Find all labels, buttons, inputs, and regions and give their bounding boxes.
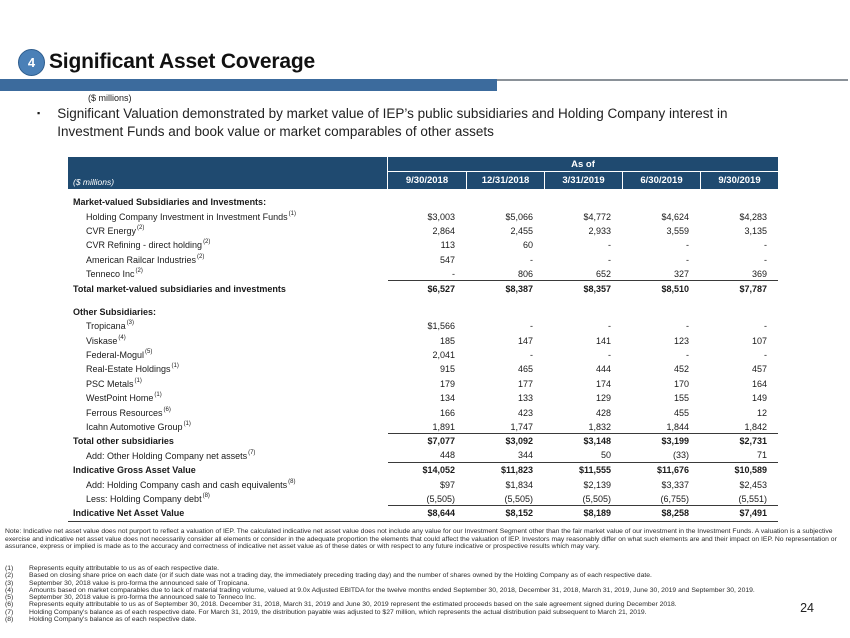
- cell-value: $11,676: [656, 465, 689, 476]
- table-row: [68, 267, 778, 281]
- table-row: [68, 434, 778, 448]
- table-row: [68, 391, 778, 405]
- cell-value: (6,755): [622, 492, 700, 506]
- cell-value: 1,832: [544, 420, 622, 434]
- cell-value: 344: [466, 449, 544, 463]
- cell-value: $7,077: [427, 436, 455, 447]
- cell-value: 50: [544, 449, 622, 463]
- row-label: American Railcar Industries (2): [86, 253, 205, 265]
- cell-value: -: [530, 254, 533, 265]
- table-row: [68, 477, 778, 491]
- cell-value: 164: [751, 378, 767, 389]
- cell-value: 806: [466, 267, 544, 281]
- cell-value: $5,066: [505, 211, 533, 222]
- cell-value: 915: [439, 364, 455, 375]
- cell-value: 369: [700, 267, 778, 281]
- row-label: Tenneco Inc (2): [86, 268, 143, 280]
- cell-value: 423: [517, 407, 533, 418]
- cell-value: 134: [439, 393, 455, 404]
- cell-value: (5,505): [544, 492, 622, 506]
- cell-value: 428: [595, 407, 611, 418]
- cell-value: -: [530, 321, 533, 332]
- table-row: [68, 305, 778, 319]
- bullet-text: Significant Valuation demonstrated by market value of IEP’s public subsidiaries and Holding Company interest in Investment Funds and book value or market comparables of other assets: [57, 106, 728, 139]
- row-label: Viskase (4): [86, 334, 126, 346]
- cell-value: 448: [388, 449, 466, 463]
- cell-value: $8,644: [427, 508, 455, 519]
- cell-value: 149: [751, 393, 767, 404]
- cell-value: (5,505): [466, 492, 544, 506]
- table-body: [68, 189, 778, 522]
- row-label: Ferrous Resources (6): [86, 406, 171, 418]
- footnote-number: (5): [5, 594, 14, 601]
- column-header-date: 9/30/2018: [405, 175, 449, 186]
- footnote-number: (1): [5, 565, 14, 572]
- cell-value: $8,357: [583, 283, 611, 294]
- row-label: Federal-Mogul (5): [86, 349, 153, 361]
- date-columns: [388, 172, 778, 189]
- table-row: [68, 224, 778, 238]
- table-row: [68, 348, 778, 362]
- cell-value: 1,842: [700, 420, 778, 434]
- table-row: [68, 209, 778, 223]
- cell-value: 327: [622, 267, 700, 281]
- table-row: [68, 463, 778, 477]
- row-label: CVR Energy (2): [86, 224, 145, 236]
- cell-value: 174: [595, 378, 611, 389]
- cell-value: 155: [673, 393, 689, 404]
- footnote-item: [5, 601, 845, 608]
- row-label: Market-valued Subsidiaries and Investments:: [73, 197, 267, 208]
- cell-value: -: [764, 240, 767, 251]
- row-label: Total other subsidiaries: [73, 436, 174, 447]
- page-title: Significant Asset Coverage: [49, 50, 315, 73]
- footnote-text: Based on closing share price on each date (or if such date was not a trading day, the immediately preceding trading day) and the number of shares owned by the Holding Company as of each respective date.: [29, 572, 652, 580]
- footnote-item: [5, 580, 845, 587]
- cell-value: $3,337: [661, 479, 689, 490]
- footnote-text: September 30, 2018 value is pro-forma the announced sale to Tenneco Inc.: [29, 594, 256, 601]
- row-label: Total market-valued subsidiaries and investments: [73, 283, 286, 294]
- cell-value: $8,387: [505, 283, 533, 294]
- cell-value: $3,199: [661, 436, 689, 447]
- cell-value: 107: [751, 335, 767, 346]
- cell-value: -: [608, 240, 611, 251]
- cell-value: (33): [622, 449, 700, 463]
- asset-coverage-table: [68, 157, 778, 522]
- cell-value: $10,589: [734, 465, 767, 476]
- column-header-date: 9/30/2019: [700, 172, 778, 189]
- cell-value: 177: [517, 378, 533, 389]
- cell-value: 652: [544, 267, 622, 281]
- footnote-item: [5, 587, 845, 594]
- cell-value: $3,148: [583, 436, 611, 447]
- cell-value: 141: [595, 335, 611, 346]
- cell-value: $1,566: [427, 321, 455, 332]
- cell-value: $7,491: [739, 508, 767, 519]
- table-row: [68, 253, 778, 267]
- row-label: Indicative Net Asset Value: [73, 508, 185, 519]
- cell-value: 444: [595, 364, 611, 375]
- cell-value: -: [608, 350, 611, 361]
- cell-value: 166: [439, 407, 455, 418]
- table-corner-label: ($ millions): [68, 157, 388, 189]
- cell-value: $4,283: [739, 211, 767, 222]
- table-row: [68, 492, 778, 506]
- cell-value: -: [686, 321, 689, 332]
- cell-value: 1,844: [622, 420, 700, 434]
- cell-value: 133: [517, 393, 533, 404]
- table-row: [68, 238, 778, 252]
- table-row: [68, 405, 778, 419]
- column-header-date: 6/30/2019: [622, 172, 700, 189]
- row-label: Indicative Gross Asset Value: [73, 465, 196, 476]
- table-row: [68, 334, 778, 348]
- table-row: [68, 195, 778, 209]
- cell-value: 547: [439, 254, 455, 265]
- footnote-number: (7): [5, 608, 14, 616]
- footnote-item: [5, 616, 845, 623]
- summary-bullet: [37, 105, 772, 140]
- cell-value: 60: [522, 240, 533, 251]
- footnote-text: Represents equity attributable to us as of September 30, 2018. December 31, 2018, March 31, 2019 and June 30, 2019 represent the estimated proceeds based on the sale agreement signed during December 2018.: [29, 601, 677, 609]
- row-label: Holding Company Investment in Investment Funds (1): [86, 210, 296, 222]
- footnote-item: [5, 572, 845, 579]
- row-label: Add: Holding Company cash and cash equivalents (8): [86, 478, 296, 490]
- cell-value: $97: [439, 479, 455, 490]
- row-label: Icahn Automotive Group (1): [86, 421, 191, 433]
- cell-value: 2,864: [432, 225, 455, 236]
- disclaimer-note: Note: Indicative net asset value does not purport to reflect a valuation of IEP. The calculated indicative net asset value does not include any value for our Investment Segment other than the fair market value of our investment in the Investment Funds. A valuation is a subjective exercise and indicative net asset value does not necessarily consider all elements or consider in the adequate proportion the elements that could affect the valuation of IEP. Investors may reasonably differ on what such elements are and their impact on IEP. No representation or assurance, express or implied is made as to the accuracy and correctness of indicative net asset value as of these dates or with respect to any future indicative or prospective results which may vary.: [5, 528, 837, 550]
- cell-value: 1,747: [466, 420, 544, 434]
- cell-value: $8,189: [583, 508, 611, 519]
- cell-value: 147: [517, 335, 533, 346]
- row-label: Tropicana (3): [86, 320, 135, 332]
- cell-value: -: [608, 254, 611, 265]
- cell-value: 455: [673, 407, 689, 418]
- slide-number-badge: 4: [18, 49, 45, 76]
- cell-value: $2,453: [739, 479, 767, 490]
- cell-value: $1,834: [505, 479, 533, 490]
- cell-value: $14,052: [422, 465, 455, 476]
- cell-value: 2,455: [510, 225, 533, 236]
- footnote-text: September 30, 2018 value is pro-forma the announced sale of Tropicana.: [29, 579, 250, 587]
- footnote-number: (8): [5, 615, 14, 623]
- footnote-number: (4): [5, 586, 14, 594]
- cell-value: (5,551): [700, 492, 778, 506]
- cell-value: -: [764, 350, 767, 361]
- cell-value: 185: [439, 335, 455, 346]
- footnote-item: [5, 594, 845, 601]
- cell-value: -: [764, 254, 767, 265]
- cell-value: 2,041: [432, 350, 455, 361]
- cell-value: $2,731: [739, 436, 767, 447]
- footnote-number: (2): [5, 572, 14, 580]
- cell-value: -: [530, 350, 533, 361]
- footnote-number: (6): [5, 601, 14, 609]
- row-label: PSC Metals (1): [86, 377, 142, 389]
- cell-value: 452: [673, 364, 689, 375]
- footnote-text: Amounts based on market comparables due to lack of material trading volume, valued at 9.0x Adjusted EBITDA for the twelve months ended September 30, 2018, December 31, 2018, March 31, 2019, June 30, 2019 and September 30, 2019.: [29, 586, 755, 594]
- cell-value: -: [686, 350, 689, 361]
- cell-value: $3,092: [505, 436, 533, 447]
- cell-value: -: [608, 321, 611, 332]
- table-row: [68, 377, 778, 391]
- cell-value: -: [388, 267, 466, 281]
- table-row: [68, 362, 778, 376]
- footnotes-list: [5, 565, 845, 623]
- header-accent-bar: [0, 79, 497, 91]
- row-label: Add: Other Holding Company net assets (7): [86, 449, 256, 461]
- cell-value: 179: [439, 378, 455, 389]
- cell-value: 170: [673, 378, 689, 389]
- cell-value: $3,003: [427, 211, 455, 222]
- column-header-date: 12/31/2018: [466, 172, 544, 189]
- table-header-dates: [388, 157, 778, 189]
- footnote-item: [5, 609, 845, 616]
- cell-value: 123: [673, 335, 689, 346]
- row-label: WestPoint Home (1): [86, 392, 162, 404]
- cell-value: (5,505): [388, 492, 466, 506]
- cell-value: 2,933: [588, 225, 611, 236]
- cell-value: 3,559: [666, 225, 689, 236]
- cell-value: 3,135: [744, 225, 767, 236]
- table-header: [68, 157, 778, 189]
- footnote-text: Holding Company's balance as of each respective date. For March 31, 2019, the distribution payable was adjusted to $27 million, which represents the actual distribution paid subsequent to March 21, 2019.: [29, 608, 647, 616]
- cell-value: 71: [700, 449, 778, 463]
- page-number: 24: [800, 601, 814, 615]
- row-label: Less: Holding Company debt (8): [86, 493, 210, 504]
- cell-value: $7,787: [739, 283, 767, 294]
- footnote-item: [5, 565, 845, 572]
- cell-value: -: [686, 240, 689, 251]
- table-row: [68, 319, 778, 333]
- cell-value: $2,139: [583, 479, 611, 490]
- cell-value: 129: [595, 393, 611, 404]
- column-header-date: 3/31/2019: [544, 172, 622, 189]
- cell-value: $11,555: [578, 465, 611, 476]
- units-label: ($ millions): [88, 93, 132, 103]
- cell-value: $8,258: [661, 508, 689, 519]
- row-label: CVR Refining - direct holding (2): [86, 239, 211, 251]
- cell-value: 1,891: [388, 420, 466, 434]
- cell-value: -: [764, 321, 767, 332]
- table-row: [68, 420, 778, 434]
- cell-value: $4,624: [661, 211, 689, 222]
- row-label: [68, 296, 388, 305]
- table-row: [68, 449, 778, 463]
- bullet-marker-icon: ▪: [37, 108, 41, 118]
- table-row: [68, 281, 778, 295]
- cell-value: $8,510: [661, 283, 689, 294]
- table-row: [68, 296, 778, 305]
- footnote-text: Holding Company's balance as of each respective date.: [29, 615, 197, 623]
- cell-value: $8,152: [505, 508, 533, 519]
- row-label: Other Subsidiaries:: [73, 306, 157, 317]
- row-label: Real-Estate Holdings (1): [86, 363, 179, 375]
- table-row: [68, 506, 778, 521]
- cell-value: 12: [756, 407, 767, 418]
- cell-value: $11,823: [500, 465, 533, 476]
- as-of-header: As of: [388, 157, 778, 172]
- cell-value: 113: [440, 240, 455, 251]
- cell-value: $6,527: [427, 283, 455, 294]
- cell-value: $4,772: [583, 211, 611, 222]
- cell-value: 465: [517, 364, 533, 375]
- footnote-text: Represents equity attributable to us as of each respective date.: [29, 565, 220, 572]
- footnote-number: (3): [5, 579, 14, 587]
- cell-value: 457: [751, 364, 767, 375]
- cell-value: -: [686, 254, 689, 265]
